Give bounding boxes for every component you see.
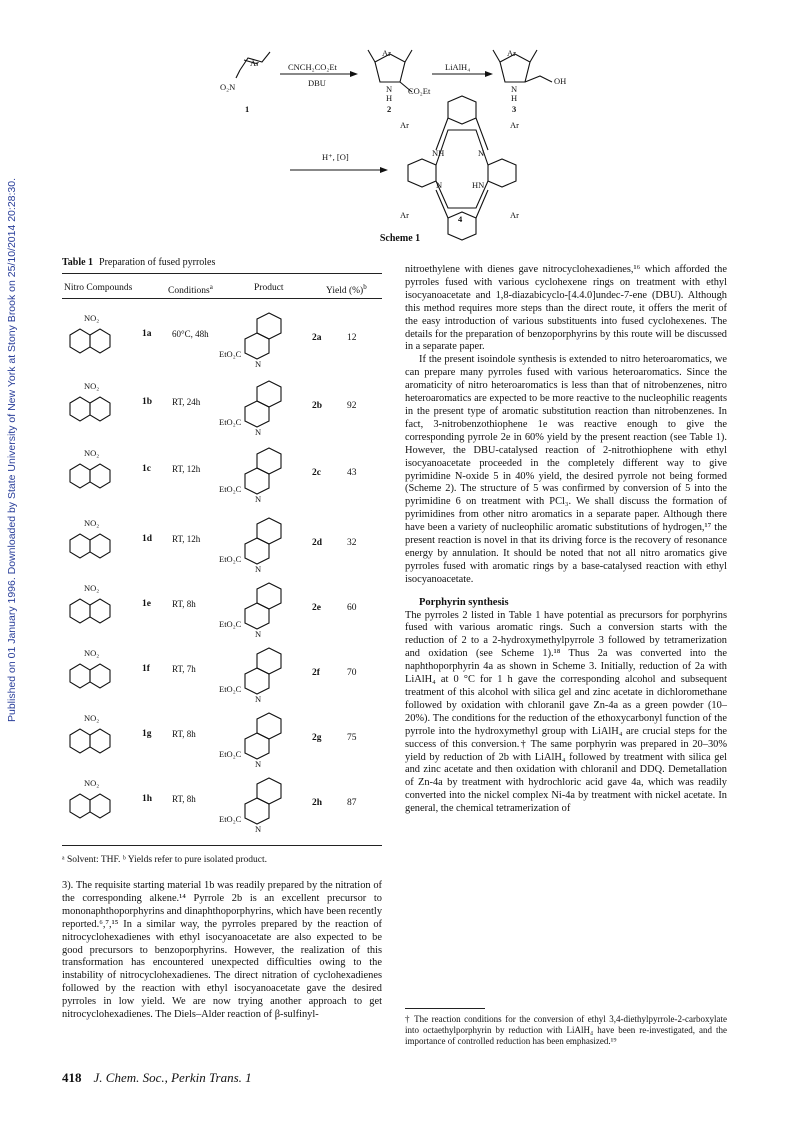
svg-text:CO₂Et: CO₂Et <box>408 86 431 96</box>
scheme-1-diagram <box>200 40 620 250</box>
paragraph: 3). The requisite starting material 1b was readily prepared by the nitration of the corresponding alkene.¹⁴ Pyrrole 2b is an excellent precursor to mononaphthoporphyrins and dinaphthoporphyrins, which have been recently reported.⁶,⁷,¹⁵ In a similar way, the pyrroles prepared by the reaction of nitrocyclohexadienes with ethyl isocyanoacetate are also expected to be good precursors to benzoporphyrins. However, the realization of this transformation has encountered unexpected difficulties owing to the instability of nitrocyclohexadienes. The direct nitration of cyclohexadienes followed by the reaction with ethyl isocyanoacetate gave the desired pyrroles in low yield. We are now trying another approach to get nitrocyclohexadienes. The Diels–Alder reaction of β-sulfinyl- <box>62 880 383 1021</box>
table-top-rule <box>62 273 382 274</box>
svg-text:NH: NH <box>432 148 445 158</box>
svg-text:H: H <box>386 93 393 103</box>
download-watermark <box>4 150 20 750</box>
table-title-text: Preparation of fused pyrroles <box>99 257 216 268</box>
paragraph: The pyrroles 2 listed in Table 1 have potential as precursors for porphyrins fused with various aromatic rings. Such a conversion starts with the reduction of 2 to a 2-hydroxymethylpyrrole 3 followed by tetramerization and oxidation (see Scheme 1).¹⁸ Thus 2a was converted into the naphthoporphyrin 4a as shown in Scheme 3. Initially, reduction of 2a with LiAlH₄ at 0 °C for 1 h gave the corresponding alcohol and subsequent treatment of this alcohol with silica gel and zinc acetate in dichloromethane followed by oxidation with chloranil gave Zn-4a as a green powder (10–20%). The conditions for the reduction of the ethoxycarbonyl function of the pyrrole into the hydroxymethyl group with LiAlH₄ are crucial steps for the success of this conversion.† The same porphyrin was prepared in 20–30% yield by reduction of 2b with LiAlH₄ followed by treatment with silica gel and zinc acetate and then oxidation with chloranil and DDQ. Demetallation of Zn-4a by treatment with hydrochloric acid gave 4a, which was readily converted into the nickel complex Ni-4a by treatment with nickel acetate. In general, the chemical tetramerization of <box>405 609 727 815</box>
svg-text:4: 4 <box>458 214 463 224</box>
right-column <box>405 264 727 816</box>
svg-text:NO₂: NO₂ <box>84 448 100 458</box>
svg-text:EtO₂C: EtO₂C <box>219 814 242 824</box>
nitro-label: 1e <box>142 599 151 609</box>
footnote-rule <box>405 1008 485 1009</box>
svg-text:NO₂: NO₂ <box>84 381 100 391</box>
product-label: 2g <box>312 733 322 743</box>
yield-value: 92 <box>347 401 357 411</box>
svg-text:HN: HN <box>472 180 485 190</box>
product-structure <box>217 766 307 836</box>
product-label: 2a <box>312 333 322 343</box>
svg-text:OH: OH <box>554 76 567 86</box>
product-structure <box>217 301 307 371</box>
nitro-structure <box>62 510 132 570</box>
nitro-label: 1f <box>142 664 150 674</box>
col-header-conditions: Conditions$^a$ <box>168 283 213 297</box>
svg-text:N: N <box>255 564 262 574</box>
svg-text:Ar: Ar <box>510 210 519 220</box>
conditions: RT, 24h <box>172 397 201 407</box>
svg-text:NO₂: NO₂ <box>84 583 100 593</box>
svg-text:NO₂: NO₂ <box>84 313 100 323</box>
table-row <box>62 770 382 846</box>
product-structure <box>217 571 307 641</box>
paragraph: nitroethylene with dienes gave nitrocyclohexadienes,¹⁶ which afforded the pyrroles fused with various cyclohexene rings on treatment with ethyl isocyanoacetate and 1,8-diazabicyclo-[4.4.0]undec-7-ene (DBU). Although this method requires more steps than the direct route, it offers the merit of the easy introduction of various substituents into fused cyclohexenes. The details for the preparation of benzoporphyrins by this route will be discussed in a separate paper. <box>405 264 727 353</box>
product-structure <box>217 506 307 576</box>
yield-value: 32 <box>347 538 357 548</box>
table-title <box>62 257 215 268</box>
conditions: RT, 8h <box>172 729 196 739</box>
table-header-rule <box>62 298 382 299</box>
product-label: 2c <box>312 468 321 478</box>
svg-text:EtO₂C: EtO₂C <box>219 749 242 759</box>
svg-text:N: N <box>255 629 262 639</box>
svg-text:Ar: Ar <box>250 58 259 68</box>
svg-text:N: N <box>255 694 262 704</box>
col-header-nitro: Nitro Compounds <box>64 283 133 293</box>
table-bottom-rule <box>62 845 382 846</box>
svg-text:DBU: DBU <box>308 78 326 88</box>
paragraph: If the present isoindole synthesis is extended to nitro heteroaromatics, we can prepare many pyrroles fused with various heteroaromatics. Since the aromaticity of nitro heteroaromatics is less than that of nitrobenzenes, nitro heteroaromatics are expected to be more reactive to the nucleophilic reagents in the present type of aromatic substitution reaction than nitrobenzenes. In fact, 3-nitrobenzothiophene 1e was reactive enough to give the corresponding pyrrole 2e in 60% yield by the present reaction (see Table 1). However, the DBU-catalysed reaction of 2-nitrothiophene with ethyl isocyanoacetate proceeded in the completely different way to give pyrimidine N-oxide 5 in 40% yield, the desired pyrrole not being formed (Scheme 2). The structure of 5 was confirmed by conversion of 5 into the pyrimidine 6 on treatment with PCl₃. We shall discuss the formation of pyrimidines from other nitro aromatics in a separate paper. Although there have been a variety of nucleophilic aromatic substitutions of hydrogen,¹⁷ the present reaction is novel in that its driving force is the recovery of resonance energy by annulation. It should be noted that not all nitro aromatics give pyrroles fused with aromatic rings by a base-catalysed reaction with ethyl isocyanoacetate. <box>405 354 727 585</box>
col-header-product: Product <box>254 283 284 293</box>
conditions: RT, 7h <box>172 664 196 674</box>
page-footer <box>62 1070 252 1086</box>
col-header-yield: Yield (%)$^b$ <box>326 283 367 297</box>
conditions: 60°C, 48h <box>172 329 209 339</box>
table-number: Table 1 <box>62 257 94 268</box>
table-footnote: ᵃ Solvent: THF. ᵇ Yields refer to pure isolated product. <box>62 855 268 865</box>
svg-text:EtO₂C: EtO₂C <box>219 554 242 564</box>
nitro-label: 1d <box>142 534 153 544</box>
nitro-structure <box>62 440 132 500</box>
conditions: RT, 12h <box>172 464 201 474</box>
svg-text:N: N <box>511 84 518 94</box>
svg-text:H⁺, [O]: H⁺, [O] <box>322 152 349 162</box>
page-footnote: † The reaction conditions for the conversion of ethyl 3,4-diethylpyrrole-2-carboxylate into octaethylporphyrin by reduction with LiAlH₄ have been re-investigated, and the importance of controlled reduction has been emphasized.¹⁹ <box>405 1014 727 1046</box>
svg-text:LiAlH₄: LiAlH₄ <box>445 62 471 72</box>
yield-value: 60 <box>347 603 357 613</box>
svg-text:Ar: Ar <box>507 48 516 58</box>
svg-text:EtO₂C: EtO₂C <box>219 484 242 494</box>
svg-text:Ar: Ar <box>510 120 519 130</box>
nitro-structure <box>62 305 132 365</box>
nitro-label: 1g <box>142 729 152 739</box>
svg-text:NO₂: NO₂ <box>84 518 100 528</box>
svg-text:N: N <box>255 359 262 369</box>
nitro-structure <box>62 770 132 830</box>
watermark-text: Published on 01 January 1996. Downloaded by State University of New York at Stony Brook on 25/10/2014 20:28:30. <box>6 177 18 723</box>
product-label: 2e <box>312 603 321 613</box>
svg-text:EtO₂C: EtO₂C <box>219 619 242 629</box>
nitro-structure <box>62 640 132 700</box>
page-number: 418 <box>62 1070 82 1085</box>
svg-text:CNCH₂CO₂Et: CNCH₂CO₂Et <box>288 62 337 72</box>
product-structure <box>217 701 307 771</box>
svg-text:H: H <box>511 93 518 103</box>
svg-text:Ar: Ar <box>400 120 409 130</box>
svg-text:NO₂: NO₂ <box>84 778 100 788</box>
svg-text:N: N <box>436 180 443 190</box>
yield-value: 87 <box>347 798 357 808</box>
nitro-label: 1h <box>142 794 153 804</box>
nitro-structure <box>62 705 132 765</box>
yield-value: 43 <box>347 468 357 478</box>
product-structure <box>217 436 307 506</box>
nitro-label: 1a <box>142 329 152 339</box>
yield-value: 12 <box>347 333 357 343</box>
conditions: RT, 12h <box>172 534 201 544</box>
svg-text:EtO₂C: EtO₂C <box>219 417 242 427</box>
svg-text:N: N <box>255 427 262 437</box>
journal-name: J. Chem. Soc., Perkin Trans. 1 <box>93 1070 252 1085</box>
svg-text:N: N <box>478 148 485 158</box>
table-row <box>62 440 382 516</box>
svg-text:3: 3 <box>512 104 517 114</box>
yield-value: 75 <box>347 733 357 743</box>
svg-text:N: N <box>255 759 262 769</box>
svg-text:N: N <box>255 824 262 834</box>
nitro-structure <box>62 373 132 433</box>
svg-text:EtO₂C: EtO₂C <box>219 349 242 359</box>
conditions: RT, 8h <box>172 794 196 804</box>
product-label: 2b <box>312 401 323 411</box>
svg-text:1: 1 <box>245 104 250 114</box>
svg-text:Ar: Ar <box>382 48 391 58</box>
svg-text:N: N <box>386 84 393 94</box>
scheme-caption: Scheme 1 <box>379 233 421 244</box>
svg-text:NO₂: NO₂ <box>84 713 100 723</box>
svg-text:O₂N: O₂N <box>220 82 236 92</box>
svg-text:N: N <box>255 494 262 504</box>
nitro-structure <box>62 575 132 635</box>
svg-text:Ar: Ar <box>400 210 409 220</box>
conditions: RT, 8h <box>172 599 196 609</box>
svg-text:2: 2 <box>387 104 392 114</box>
yield-value: 70 <box>347 668 357 678</box>
product-label: 2f <box>312 668 320 678</box>
product-label: 2h <box>312 798 323 808</box>
product-structure <box>217 636 307 706</box>
product-structure <box>217 369 307 439</box>
svg-text:NO₂: NO₂ <box>84 648 100 658</box>
nitro-label: 1b <box>142 397 153 407</box>
product-label: 2d <box>312 538 323 548</box>
nitro-label: 1c <box>142 464 151 474</box>
left-column <box>62 880 382 1022</box>
section-heading: Porphyrin synthesis <box>419 596 509 608</box>
svg-text:EtO₂C: EtO₂C <box>219 684 242 694</box>
